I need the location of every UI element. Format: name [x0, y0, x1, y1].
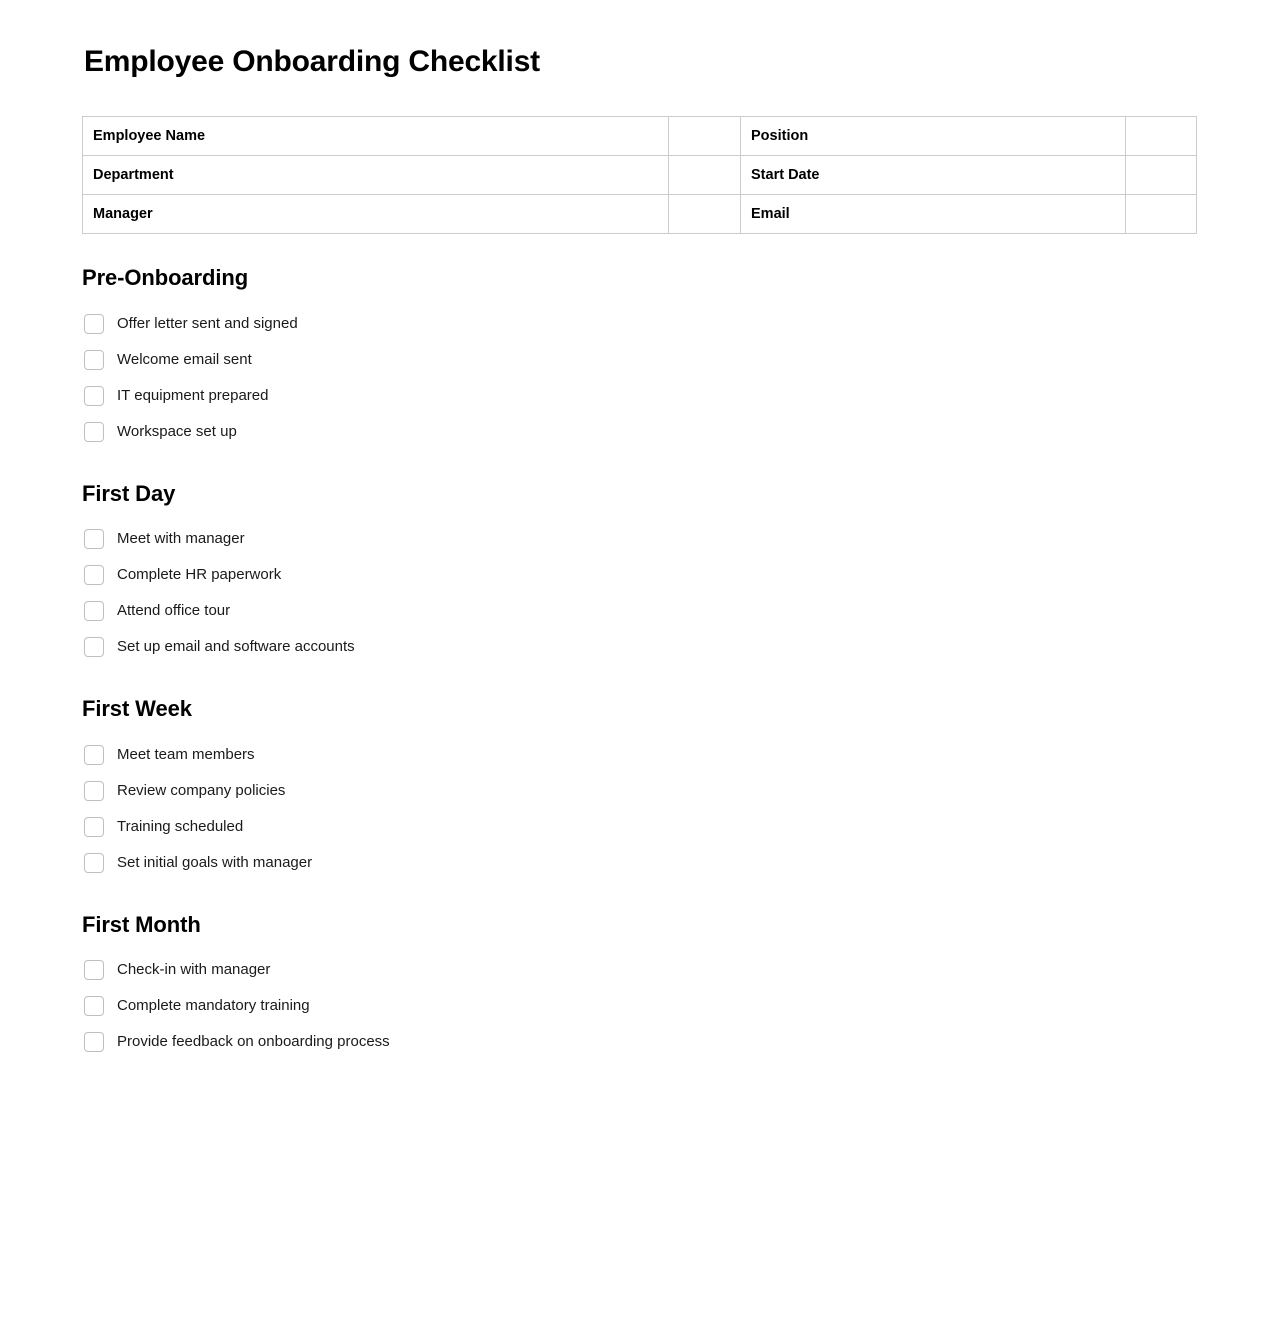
field-label-employee-name: Employee Name: [83, 117, 669, 156]
checkbox-icon[interactable]: [84, 314, 104, 334]
list-item[interactable]: [82, 988, 1198, 1024]
checklist-item-label: Meet team members: [117, 745, 255, 763]
page-bottom-whitespace: [82, 1060, 1198, 1300]
field-value-start-date[interactable]: [1126, 156, 1197, 195]
checkbox-icon[interactable]: [84, 565, 104, 585]
list-item[interactable]: [82, 342, 1198, 378]
checkbox-icon[interactable]: [84, 960, 104, 980]
list-item[interactable]: [82, 1024, 1198, 1060]
employee-info-table: [82, 116, 1197, 234]
page-title: Employee Onboarding Checklist: [84, 45, 540, 78]
checkbox-icon[interactable]: [84, 601, 104, 621]
checkbox-icon[interactable]: [84, 781, 104, 801]
checklist-item-label: Attend office tour: [117, 602, 231, 620]
checklist-pre-onboarding: [82, 306, 1198, 450]
checklist-item-label: Meet with manager: [117, 530, 245, 548]
section-heading: First Month: [82, 911, 201, 937]
table-row: [83, 156, 1197, 195]
field-label-position: Position: [741, 117, 1126, 156]
checklist-item-label: Complete mandatory training: [117, 997, 310, 1015]
field-label-start-date: Start Date: [741, 156, 1126, 195]
checkbox-icon[interactable]: [84, 996, 104, 1016]
checklist-item-label: Check-in with manager: [117, 961, 271, 979]
employee-info-table-body: [83, 117, 1197, 234]
checkbox-icon[interactable]: [84, 745, 104, 765]
checklist-item-label: Welcome email sent: [117, 350, 252, 368]
section-heading: First Week: [82, 696, 192, 721]
section-pre-onboarding: [82, 264, 1198, 450]
checklist-first-month: [82, 952, 1198, 1060]
section-heading: First Day: [82, 480, 176, 506]
field-label-department: Department: [83, 156, 669, 195]
checklist-item-label: Provide feedback on onboarding process: [117, 1033, 390, 1051]
list-item[interactable]: [82, 809, 1198, 845]
checkbox-icon[interactable]: [84, 422, 104, 442]
checkbox-icon[interactable]: [84, 386, 104, 406]
list-item[interactable]: [82, 629, 1198, 665]
field-value-employee-name[interactable]: [669, 117, 741, 156]
list-item[interactable]: [82, 952, 1198, 988]
checklist-item-label: Review company policies: [117, 781, 286, 799]
checkbox-icon[interactable]: [84, 1032, 104, 1052]
checklist-item-label: IT equipment prepared: [117, 386, 269, 404]
checklist-first-day: [82, 521, 1198, 665]
list-item[interactable]: [82, 593, 1198, 629]
field-value-department[interactable]: [669, 156, 741, 195]
checklist-item-label: Set up email and software accounts: [117, 638, 355, 656]
section-first-day: [82, 480, 1198, 666]
section-first-week: [82, 695, 1198, 881]
table-row: [83, 117, 1197, 156]
table-row: [83, 195, 1197, 234]
checklist-item-label: Offer letter sent and signed: [117, 314, 298, 332]
list-item[interactable]: [82, 378, 1198, 414]
section-heading: Pre-Onboarding: [82, 265, 249, 290]
list-item[interactable]: [82, 737, 1198, 773]
field-value-email[interactable]: [1126, 195, 1197, 234]
checklist-item-label: Training scheduled: [117, 817, 244, 835]
list-item[interactable]: [82, 845, 1198, 881]
checkbox-icon[interactable]: [84, 853, 104, 873]
checklist-item-label: Workspace set up: [117, 422, 237, 440]
field-label-manager: Manager: [83, 195, 669, 234]
checklist-item-label: Set initial goals with manager: [117, 853, 313, 871]
checkbox-icon[interactable]: [84, 817, 104, 837]
field-value-manager[interactable]: [669, 195, 741, 234]
list-item[interactable]: [82, 773, 1198, 809]
field-label-email: Email: [741, 195, 1126, 234]
field-value-position[interactable]: [1126, 117, 1197, 156]
list-item[interactable]: [82, 557, 1198, 593]
checkbox-icon[interactable]: [84, 350, 104, 370]
section-first-month: [82, 911, 1198, 1061]
checklist-first-week: [82, 737, 1198, 881]
checklist-item-label: Complete HR paperwork: [117, 566, 282, 584]
checkbox-icon[interactable]: [84, 529, 104, 549]
checkbox-icon[interactable]: [84, 637, 104, 657]
list-item[interactable]: [82, 414, 1198, 450]
list-item[interactable]: [82, 306, 1198, 342]
list-item[interactable]: [82, 521, 1198, 557]
